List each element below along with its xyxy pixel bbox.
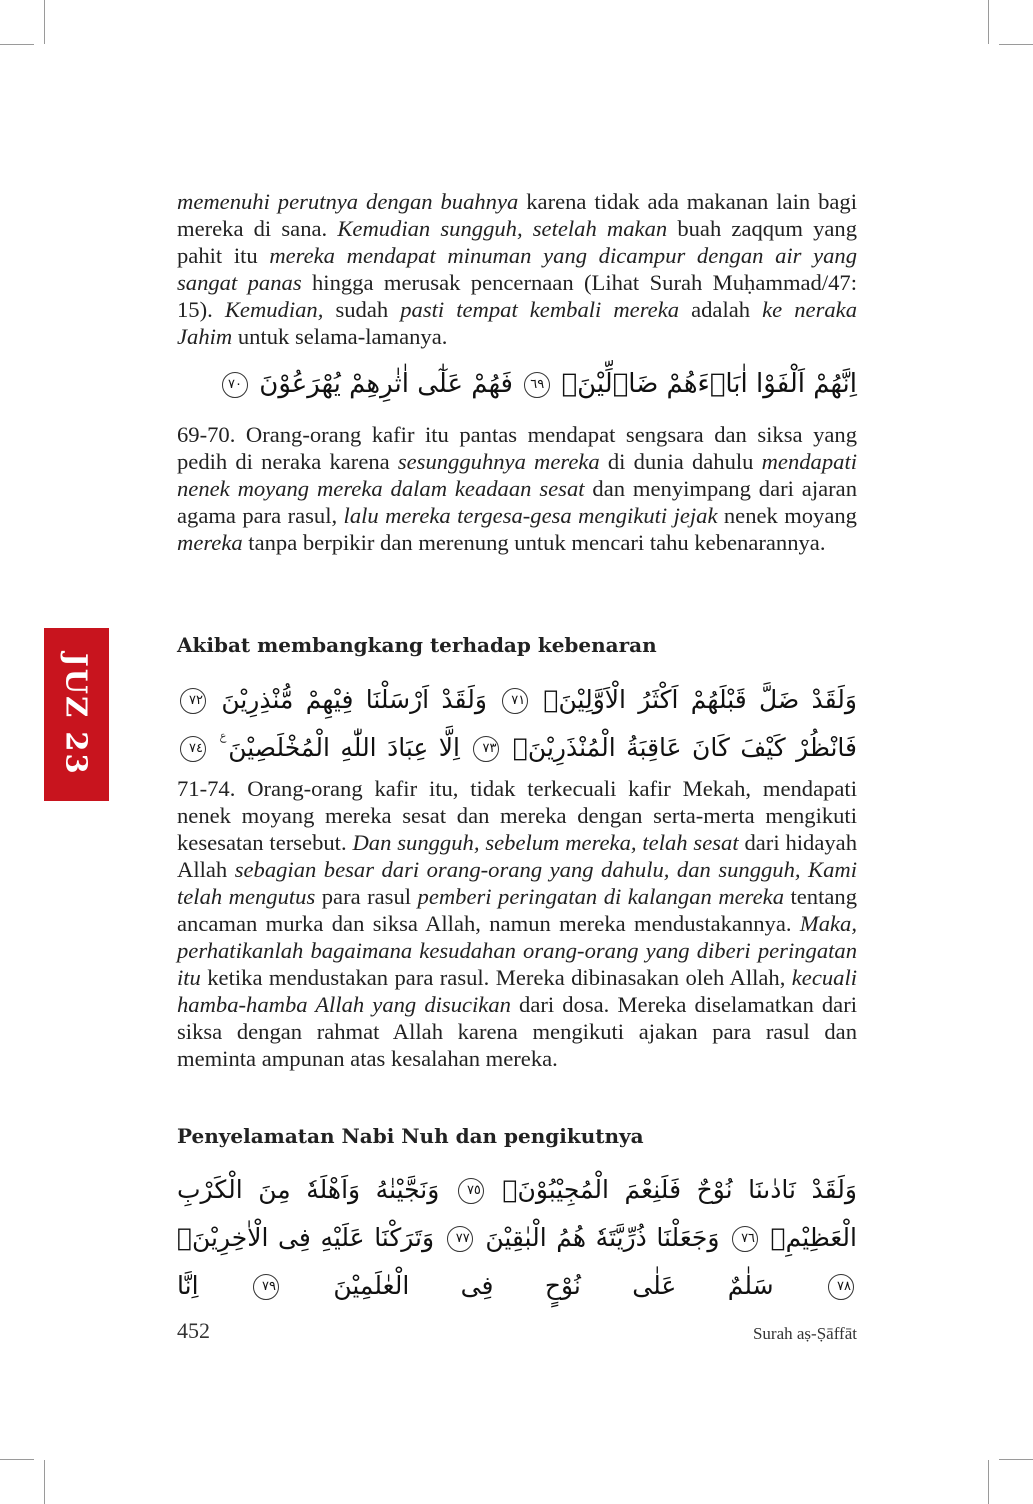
crop-mark xyxy=(999,1459,1033,1460)
section-heading-1: Akibat membangkang terhadap kebenaran xyxy=(177,633,657,657)
commentary-text: karena tidak ada makanan lain bagi mereka di sana. xyxy=(177,189,857,241)
translation-phrase: kecuali hamba-hamba Allah yang disucikan xyxy=(177,965,857,1017)
crop-mark xyxy=(999,44,1033,45)
arabic-verse-text: وَنَجَّيْنٰهُ وَاَهْلَهٗ مِنَ الْكَرْبِ الْعَظِيْمِۖ xyxy=(177,1175,857,1252)
translation-phrase: Maka, perhatikanlah bagaimana kesudahan orang-orang yang diberi peringatan itu xyxy=(177,911,857,990)
crop-mark xyxy=(44,0,45,44)
crop-mark xyxy=(0,1459,34,1460)
commentary-text: dan menyimpang dari ajaran agama para rasul, xyxy=(177,476,857,528)
arabic-verse-text: اِنَّا xyxy=(177,1271,199,1300)
juz-label: JUZ 23 xyxy=(59,653,94,776)
commentary-text: buah zaqqum yang pahit itu xyxy=(177,216,858,268)
translation-phrase: mereka xyxy=(177,530,243,555)
crop-mark xyxy=(44,1460,45,1504)
crop-mark xyxy=(988,0,989,44)
ayah-number-marker: ٧٢ xyxy=(180,688,206,714)
ayah-number-marker: ٧٥ xyxy=(458,1178,484,1204)
commentary-text: adalah xyxy=(679,297,763,322)
translation-phrase: mereka mendapat minuman yang dicampur dengan air yang sangat panas xyxy=(177,243,858,295)
arabic-verse-text: وَجَعَلْنَا ذُرِّيَّتَهٗ هُمُ الْبٰقِيْنَ xyxy=(485,1223,720,1252)
quran-verse-69-70 xyxy=(177,362,857,406)
arabic-verse-text: وَتَرَكْنَا عَلَيْهِ فِى الْاٰخِرِيْنَۖ xyxy=(177,1223,435,1252)
translation-phrase: pasti tempat kembali mereka xyxy=(400,297,680,322)
ayah-number-marker: ٧٠ xyxy=(222,372,248,398)
crop-mark xyxy=(0,44,34,45)
translation-phrase: lalu mereka tergesa-gesa mengikuti jejak xyxy=(343,503,718,528)
commentary-text: ketika mendustakan para rasul. Mereka dibinasakan oleh Allah, xyxy=(200,965,792,990)
crop-mark xyxy=(988,1460,989,1504)
translation-phrase: pemberi peringatan di kalangan mereka xyxy=(417,884,784,909)
ayah-number-marker: ٧١ xyxy=(502,688,528,714)
arabic-verse-text: وَلَقَدْ ضَلَّ قَبْلَهُمْ اَكْثَرُ الْاَوَّلِيْنَۙ xyxy=(543,685,857,714)
section-heading-2: Penyelamatan Nabi Nuh dan pengikutnya xyxy=(177,1124,644,1148)
commentary-text: 71-74. Orang-orang kafir itu, tidak terkecuali kafir Mekah, mendapati nenek moyang mereka sesat dan mereka dengan serta-merta mengikuti kesesatan tersebut. xyxy=(177,776,857,855)
arabic-verse-text: اِنَّهُمْ اَلْفَوْا اٰبَاۤءَهُمْ ضَاۤلِّيْنَۙ xyxy=(561,369,857,399)
tafsir-paragraph-2 xyxy=(177,421,857,556)
ayah-number-marker: ٧٩ xyxy=(253,1274,279,1300)
surah-name: Surah aṣ-Ṣāffāt xyxy=(752,1324,857,1343)
translation-phrase: mendapati nenek moyang mereka dalam keadaan sesat xyxy=(177,449,857,501)
quran-verse-71-74 xyxy=(177,676,857,772)
ayah-number-marker: ٦٩ xyxy=(524,372,550,398)
ayah-number-marker: ٧٤ xyxy=(180,736,206,762)
commentary-text: hingga merusak pencernaan (Lihat Surah Muḥammad/47: 15). xyxy=(177,270,858,322)
commentary-text: tanpa berpikir dan merenung untuk mencari tahu kebenarannya. xyxy=(242,530,826,555)
ayah-number-marker: ٧٨ xyxy=(828,1274,854,1300)
arabic-verse-text: فَهُمْ عَلٰٓى اٰثٰرِهِمْ يُهْرَعُوْنَ xyxy=(259,369,513,399)
commentary-text: tentang ancaman murka dan siksa Allah, namun mereka mendustakannya. xyxy=(177,884,857,936)
commentary-text: di dunia dahulu xyxy=(599,449,762,474)
commentary-text: para rasul xyxy=(315,884,418,909)
commentary-text: nenek moyang xyxy=(717,503,857,528)
commentary-text: dari dosa. Mereka diselamatkan dari siksa dengan rahmat Allah karena mengikuti ajakan para rasul dan meminta ampunan atas kesalahan mereka. xyxy=(177,992,857,1071)
commentary-text: 69-70. Orang-orang kafir itu pantas mendapat sengsara dan siksa yang pedih di neraka karena xyxy=(177,422,857,474)
translation-phrase: sebagian besar dari orang-orang yang dahulu, dan sungguh, Kami telah mengutus xyxy=(177,857,857,909)
quran-verse-75-79 xyxy=(177,1166,857,1310)
arabic-verse-text: وَلَقَدْ اَرْسَلْنَا فِيْهِمْ مُّنْذِرِيْنَ xyxy=(221,685,487,714)
page-number: 452 xyxy=(177,1318,210,1343)
ayah-number-marker: ٧٣ xyxy=(473,736,499,762)
arabic-verse-text: سَلٰمٌ عَلٰى نُوْحٍ فِى الْعٰلَمِيْنَ xyxy=(333,1271,774,1300)
translation-phrase: Dan sungguh, sebelum mereka, telah sesat xyxy=(352,830,739,855)
juz-tab xyxy=(44,628,109,801)
arabic-verse-text: فَانْظُرْ كَيْفَ كَانَ عَاقِبَةُ الْمُنْذَرِيْنَۙ xyxy=(512,733,857,762)
arabic-verse-text: وَلَقَدْ نَادٰىنَا نُوْحٌ فَلَنِعْمَ الْمُجِيْبُوْنَۖ xyxy=(502,1175,857,1204)
commentary-text: untuk selama-lamanya. xyxy=(232,324,448,349)
ayah-number-marker: ٧٧ xyxy=(447,1226,473,1252)
ayah-number-marker: ٧٦ xyxy=(732,1226,758,1252)
arabic-verse-text: اِلَّا عِبَادَ اللّٰهِ الْمُخْلَصِيْنَ ࣖ xyxy=(219,733,460,762)
translation-phrase: ke neraka Jahim xyxy=(177,297,857,349)
translation-phrase: Kemudian, xyxy=(224,297,324,322)
translation-phrase: sesungguhnya mereka xyxy=(397,449,600,474)
tafsir-paragraph-3 xyxy=(177,775,857,1072)
translation-phrase: memenuhi perutnya dengan buahnya xyxy=(177,189,519,214)
tafsir-paragraph-1 xyxy=(177,188,857,350)
translation-phrase: Kemudian sungguh, setelah makan xyxy=(337,216,668,241)
commentary-text: dari hidayah Allah xyxy=(177,830,857,882)
commentary-text: sudah xyxy=(323,297,401,322)
